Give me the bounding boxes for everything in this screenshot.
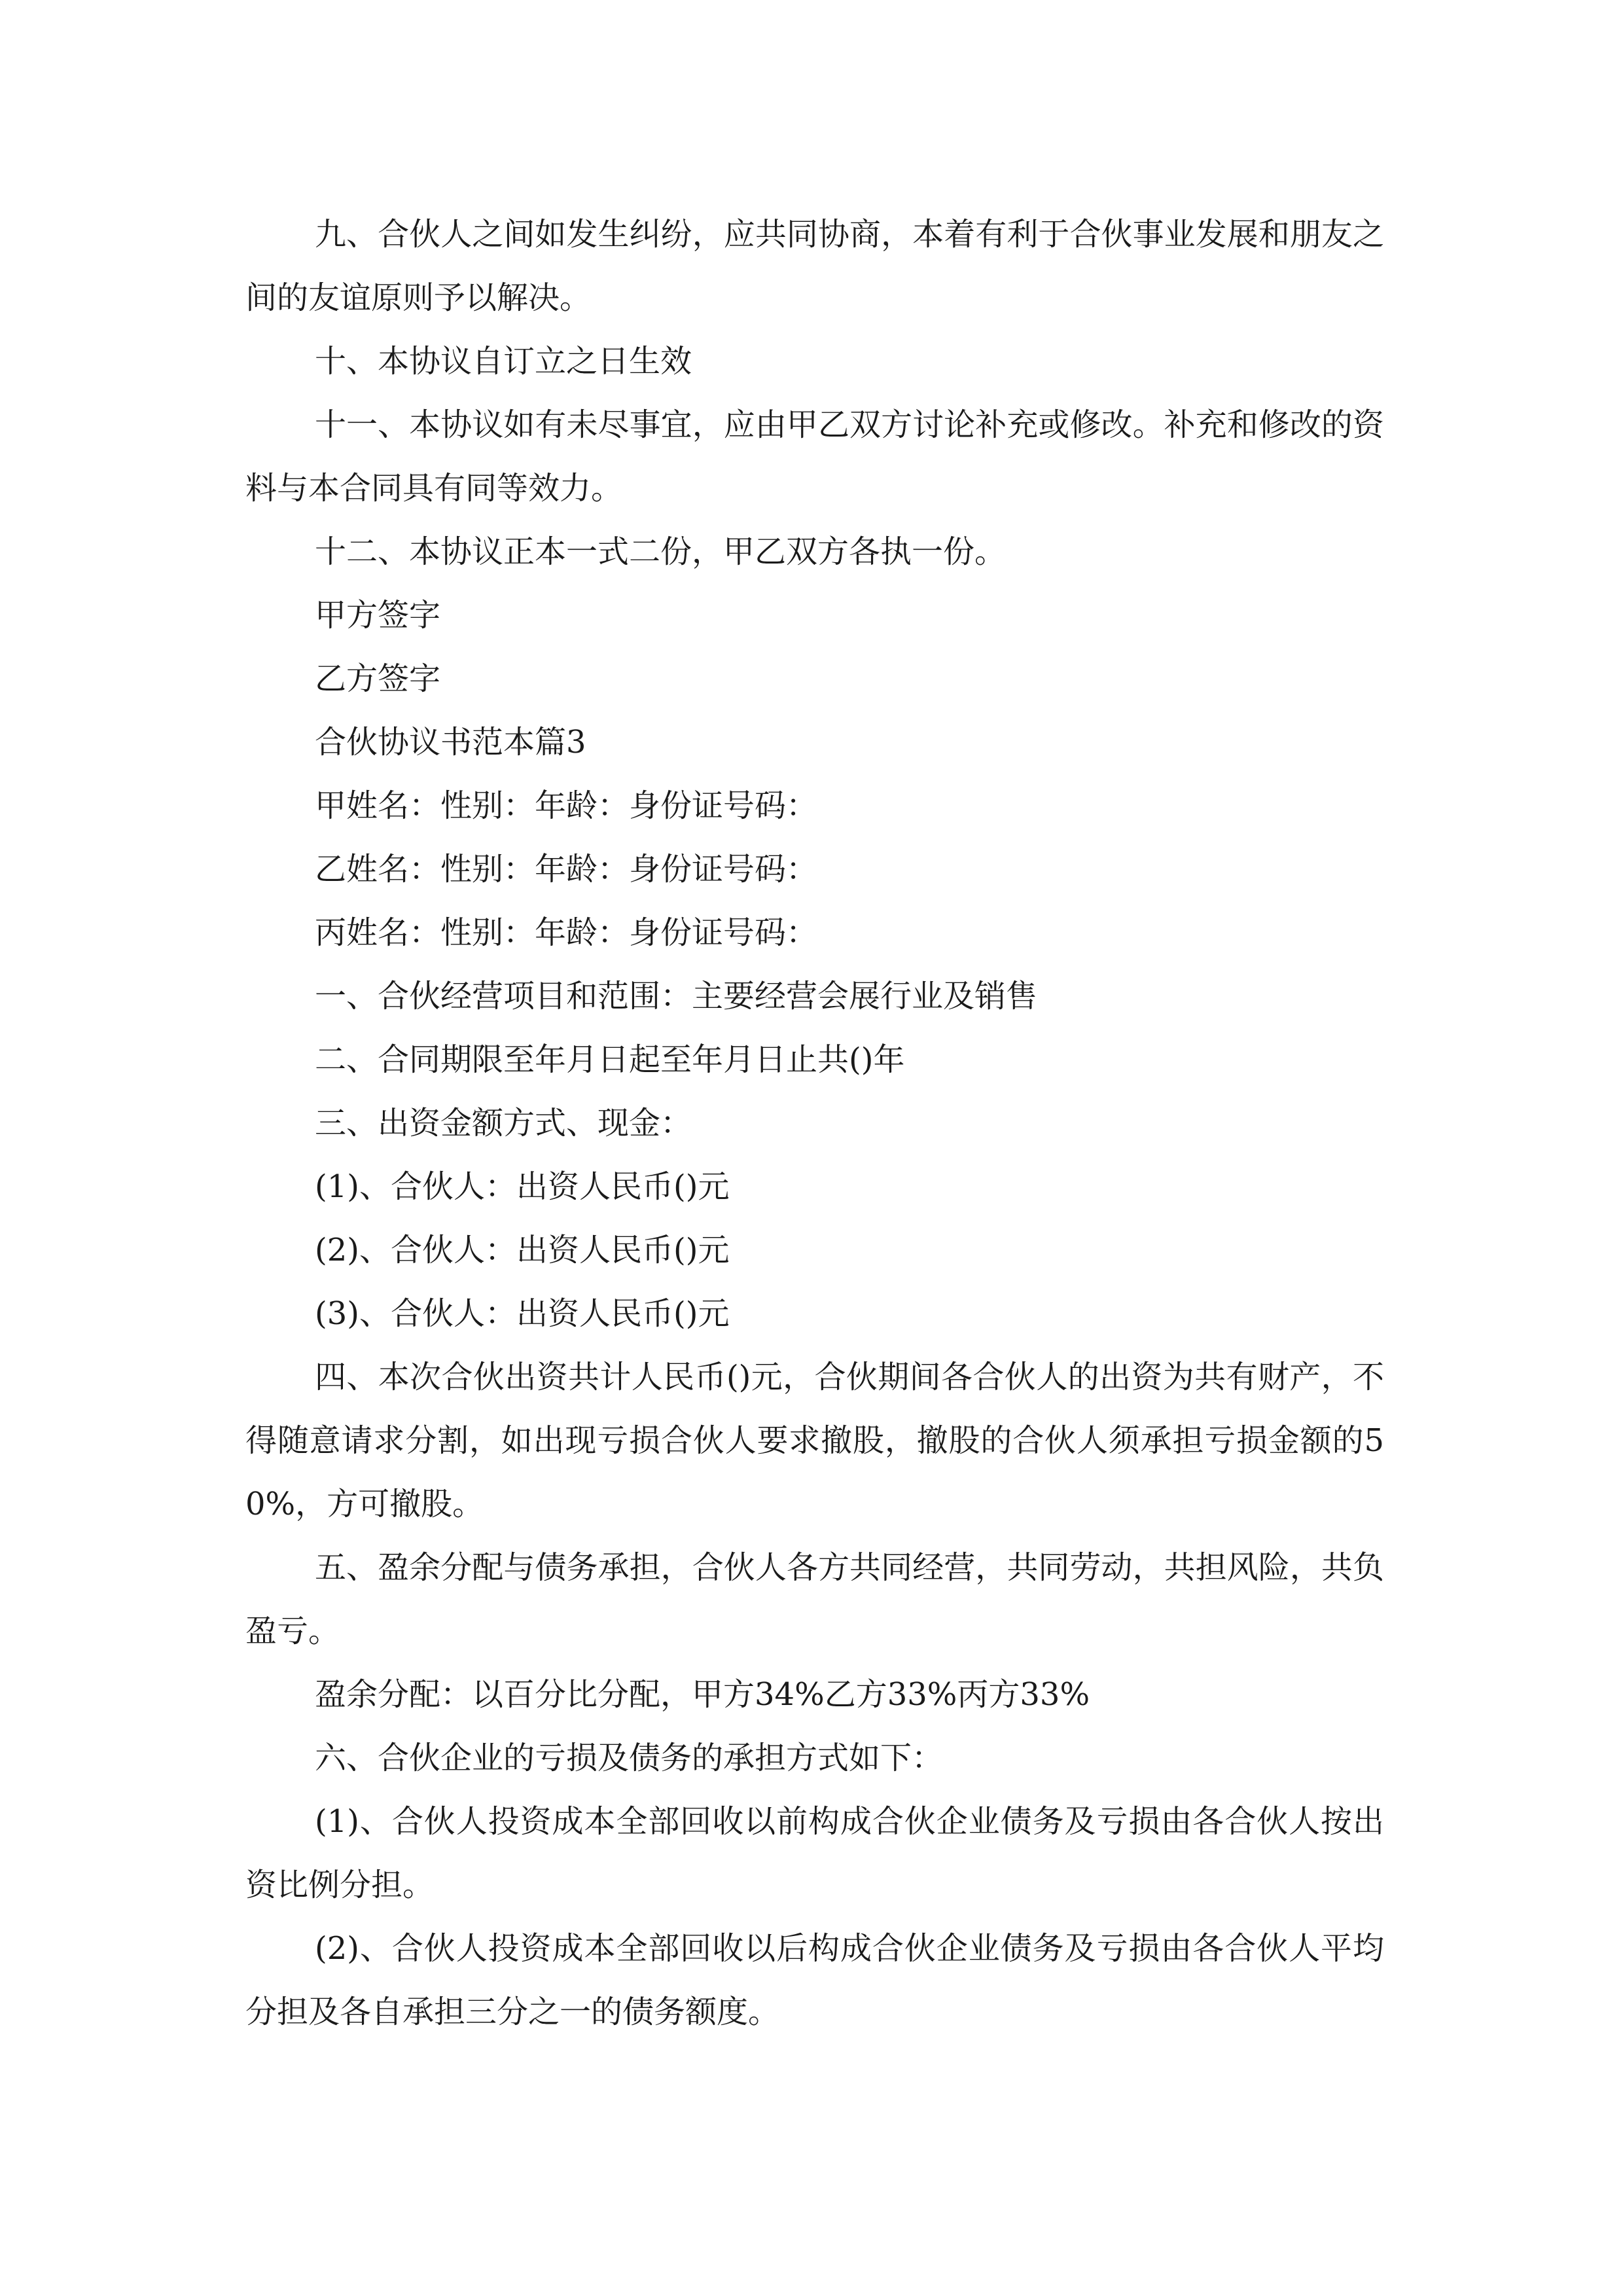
clause-5-profit-debt: 五、盈余分配与债务承担，合伙人各方共同经营，共同劳动，共担风险，共负盈亏。 xyxy=(245,1549,1384,1649)
profit-distribution: 盈余分配：以百分比分配，甲方34%乙方33%丙方33% xyxy=(315,1676,1090,1713)
capital-item-1: (1)、合伙人：出资人民币()元 xyxy=(315,1168,730,1205)
party-b-info: 乙姓名：性别：年龄：身份证号码： xyxy=(315,851,818,888)
clause-6-loss-debt: 六、合伙企业的亏损及债务的承担方式如下： xyxy=(315,1740,944,1776)
party-c-info: 丙姓名：性别：年龄：身份证号码： xyxy=(315,914,818,951)
clause-4-total-capital: 四、本次合伙出资共计人民币()元，合伙期间各合伙人的出资为共有财产，不得随意请求分割，如出现亏损合伙人要求撤股，撤股的合伙人须承担亏损金额的50%，方可撤股。 xyxy=(245,1359,1384,1522)
section-title: 合伙协议书范本篇3 xyxy=(315,724,586,761)
capital-item-3: (3)、合伙人：出资人民币()元 xyxy=(315,1295,730,1332)
loss-item-1: (1)、合伙人投资成本全部回收以前构成合伙企业债务及亏损由各合伙人按出资比例分担。 xyxy=(245,1803,1384,1903)
clause-10: 十、本协议自订立之日生效 xyxy=(315,343,692,380)
clause-12: 十二、本协议正本一式二份，甲乙双方各执一份。 xyxy=(315,533,1007,570)
clause-3-capital: 三、出资金额方式、现金： xyxy=(315,1105,692,1141)
clause-9: 九、合伙人之间如发生纠纷，应共同协商，本着有利于合伙事业发展和朋友之间的友谊原则予以解决。 xyxy=(245,216,1384,316)
clause-2-term: 二、合同期限至年月日起至年月日止共()年 xyxy=(315,1041,905,1078)
loss-item-2: (2)、合伙人投资成本全部回收以后构成合伙企业债务及亏损由各合伙人平均分担及各自承担三分之一的债务额度。 xyxy=(245,1930,1384,2030)
document-page xyxy=(245,203,1384,2044)
capital-item-2: (2)、合伙人：出资人民币()元 xyxy=(315,1232,730,1268)
party-b-signature: 乙方签字 xyxy=(315,660,441,697)
party-a-signature: 甲方签字 xyxy=(315,597,441,634)
party-a-info: 甲姓名：性别：年龄：身份证号码： xyxy=(315,787,818,824)
clause-11: 十一、本协议如有未尽事宜，应由甲乙双方讨论补充或修改。补充和修改的资料与本合同具有同等效力。 xyxy=(245,406,1384,507)
clause-1-scope: 一、合伙经营项目和范围：主要经营会展行业及销售 xyxy=(315,978,1038,1014)
